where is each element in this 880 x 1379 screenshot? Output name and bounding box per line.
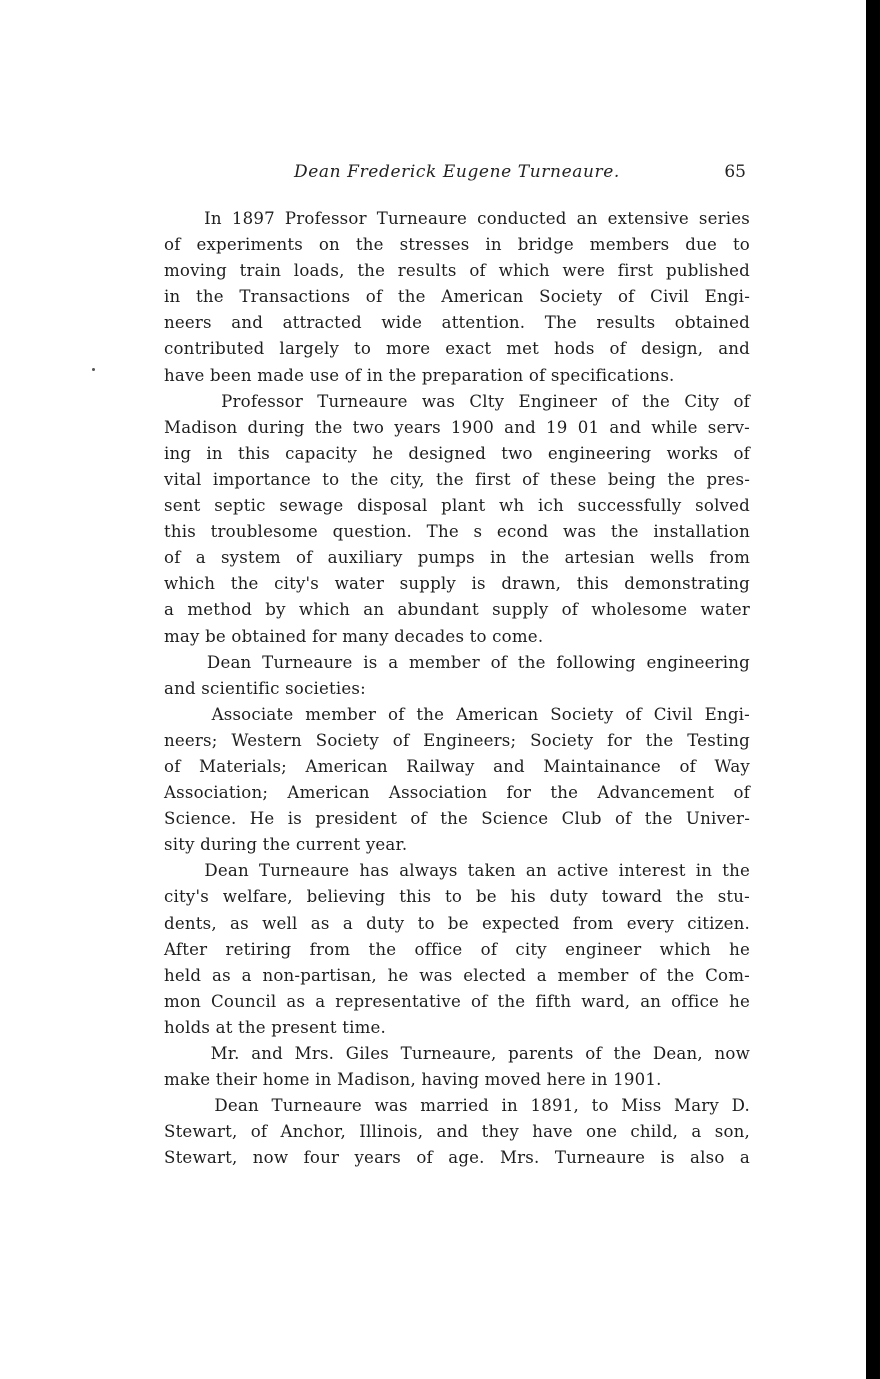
paragraph-civic-interest	[164, 858, 750, 1041]
text-line: holds at the present time.	[164, 1017, 387, 1037]
text-line: Professor Turneaure was Clty Engineer of the City of	[164, 391, 750, 411]
paragraph-parents	[164, 1041, 750, 1093]
body-text	[164, 206, 750, 1171]
text-line: contributed largely to more exact met hods of design, and	[164, 339, 750, 359]
text-line: Association; American Association for the Advancement of	[164, 783, 750, 803]
text-line: this troublesome question. The s econd was the installation	[164, 522, 750, 542]
text-line: Associate member of the American Society of Civil Engi-	[164, 704, 750, 724]
paragraph-societies-intro	[164, 650, 750, 702]
scan-speck	[92, 368, 95, 371]
text-line: vital importance to the city, the first of these being the pres-	[164, 469, 750, 489]
text-line: Dean Turneaure was married in 1891, to Miss Mary D.	[164, 1096, 750, 1116]
text-line: Dean Turneaure has always taken an active interest in the	[164, 861, 750, 881]
text-line: Mr. and Mrs. Giles Turneaure, parents of the Dean, now	[164, 1044, 750, 1063]
text-line: ing in this capacity he designed two engineering works of	[164, 443, 750, 463]
text-line: a method by which an abundant supply of wholesome water	[164, 600, 750, 620]
paragraph-societies-list	[164, 702, 750, 859]
text-line: of Materials; American Railway and Maintainance of Way	[164, 756, 750, 776]
paragraph-city-engineer	[164, 389, 750, 650]
text-line: sent septic sewage disposal plant wh ich successfully solved	[164, 496, 750, 516]
paragraph-experiments	[164, 206, 750, 389]
text-line: Stewart, now four years of age. Mrs. Turneaure is also a	[164, 1148, 750, 1168]
text-line: and scientific societies:	[164, 678, 366, 698]
text-line: dents, as well as a duty to be expected from every citizen.	[164, 913, 750, 933]
text-line: In 1897 Professor Turneaure conducted an extensive series	[164, 209, 750, 228]
scan-edge-border	[866, 0, 880, 1379]
text-line: Madison during the two years 1900 and 19 01 and while serv-	[164, 417, 750, 437]
text-line: of experiments on the stresses in bridge members due to	[164, 235, 750, 255]
running-title: Dean Frederick Eugene Turneaure.	[294, 162, 620, 182]
text-line: sity during the current year.	[164, 835, 408, 855]
text-line: neers and attracted wide attention. The results obtained	[164, 313, 750, 333]
text-line: held as a non-partisan, he was elected a member of the Com-	[164, 965, 750, 985]
text-line: Stewart, of Anchor, Illinois, and they have one child, a son,	[164, 1122, 750, 1142]
text-line: mon Council as a representative of the fifth ward, an office he	[164, 991, 750, 1011]
text-line: of a system of auxiliary pumps in the artesian wells from	[164, 548, 750, 568]
text-line: neers; Western Society of Engineers; Society for the Testing	[164, 730, 750, 750]
text-line: which the city's water supply is drawn, this demonstrating	[164, 574, 750, 594]
text-line: make their home in Madison, having moved here in 1901.	[164, 1070, 662, 1090]
page-number: 65	[724, 162, 746, 182]
paragraph-marriage	[164, 1093, 750, 1171]
text-line: After retiring from the office of city engineer which he	[164, 939, 750, 959]
text-line: moving train loads, the results of which were first published	[164, 261, 750, 281]
text-line: city's welfare, believing this to be his duty toward the stu-	[164, 887, 750, 907]
text-line: may be obtained for many decades to come.	[164, 626, 544, 646]
text-line: Science. He is president of the Science Club of the Univer-	[164, 809, 750, 829]
text-line: Dean Turneaure is a member of the following engineering	[164, 652, 750, 672]
text-line: in the Transactions of the American Society of Civil Engi-	[164, 287, 750, 307]
page-header	[164, 162, 746, 188]
text-line: have been made use of in the preparation of specifications.	[164, 365, 675, 385]
